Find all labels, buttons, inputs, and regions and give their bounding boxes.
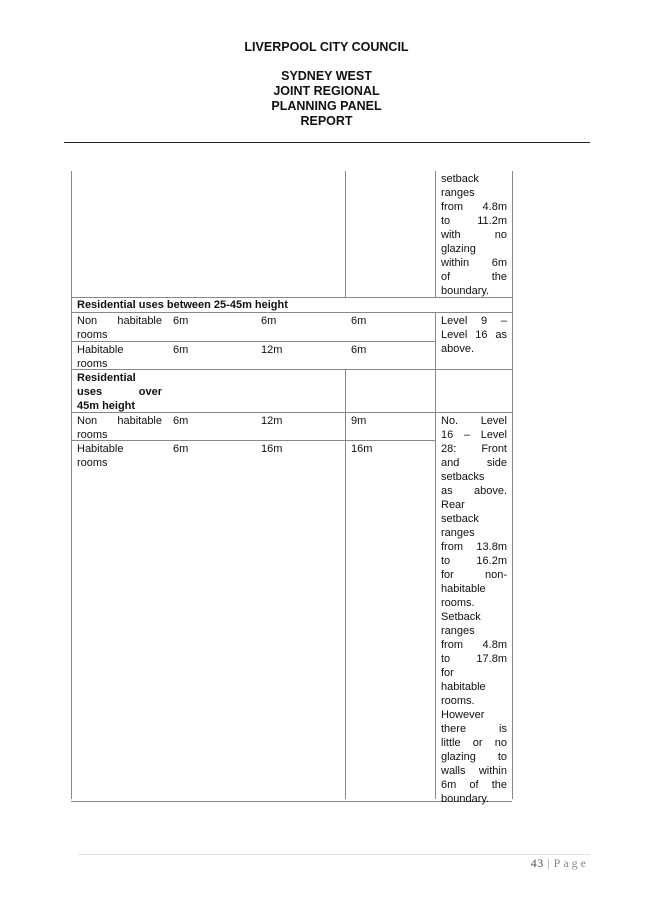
value-cell: 6m: [173, 415, 189, 427]
comment-line: habitable: [441, 583, 486, 595]
comment-line: Rear: [441, 499, 465, 511]
comment-line: rooms.: [441, 695, 475, 707]
comment-line: and side: [441, 457, 507, 469]
section-heading-line: uses over: [77, 386, 162, 398]
comment-cell: [435, 171, 512, 298]
comment-line: boundary.: [441, 285, 490, 297]
comment-line: setback: [441, 173, 479, 185]
panel-title: [0, 69, 653, 129]
section-heading-line: 45m height: [77, 400, 136, 412]
value-cell: 16m: [351, 443, 373, 455]
grid-line: [435, 312, 436, 369]
comment-line: from 4.8m: [441, 639, 507, 651]
value-cell: 6m: [261, 315, 277, 327]
grid-line: [435, 369, 436, 799]
table-row-group: [71, 312, 512, 369]
grid-line: [71, 171, 72, 799]
comment-line: to 16.2m: [441, 555, 507, 567]
panel-title-line: REPORT: [300, 114, 353, 128]
comment-line: glazing to: [441, 751, 507, 763]
grid-line: [345, 369, 346, 412]
page-footer: [531, 856, 589, 871]
footer-divider: [78, 854, 590, 855]
comment-line: However: [441, 709, 485, 721]
comment-line: glazing: [441, 243, 476, 255]
room-type-line: Non habitable: [77, 315, 162, 327]
comment-cell: [435, 313, 512, 356]
comment-line: from 13.8m: [441, 541, 507, 553]
value-cell: 6m: [351, 344, 367, 356]
comment-line: setback: [441, 513, 479, 525]
comment-line: 6m of the: [441, 779, 507, 791]
section-heading: [71, 370, 167, 413]
value-cell: 6m: [351, 315, 367, 327]
value-cell: 12m: [261, 344, 283, 356]
comment-line: boundary.: [441, 793, 490, 805]
comment-line: above.: [441, 343, 475, 355]
comment-line: Level 16 as: [441, 329, 507, 341]
comment-cell: [435, 413, 512, 806]
comment-line: within 6m: [441, 257, 507, 269]
value-cell: 6m: [173, 344, 189, 356]
comment-line: walls within: [441, 765, 507, 777]
panel-title-line: SYDNEY WEST: [281, 69, 372, 83]
panel-title-line: PLANNING PANEL: [271, 99, 382, 113]
section-row: [71, 297, 512, 312]
grid-line: [345, 171, 346, 297]
comment-line: 28: Front: [441, 443, 507, 455]
comment-line: habitable: [441, 681, 486, 693]
setback-table: [71, 171, 512, 805]
room-type-line: Non habitable: [77, 415, 162, 427]
value-cell: 6m: [173, 315, 189, 327]
room-type-line: rooms: [77, 429, 108, 441]
grid-line: [512, 171, 513, 799]
comment-line: for: [441, 667, 454, 679]
value-cell: 12m: [261, 415, 283, 427]
section-row: [71, 369, 512, 412]
section-heading-line: Residential: [77, 372, 136, 384]
value-cell: 9m: [351, 415, 367, 427]
room-type-line: rooms: [77, 358, 108, 370]
comment-line: to 17.8m: [441, 653, 507, 665]
comment-line: 16 – Level: [441, 429, 507, 441]
council-title: LIVERPOOL CITY COUNCIL: [244, 40, 409, 54]
room-type-cell: [71, 413, 167, 442]
section-heading: Residential uses between 25-45m height: [77, 299, 288, 311]
panel-title-line: JOINT REGIONAL: [273, 84, 380, 98]
room-type-cell: [71, 313, 167, 342]
comment-line: to 11.2m: [441, 215, 507, 227]
comment-line: ranges: [441, 625, 475, 637]
comment-line: Level 9 –: [441, 315, 507, 327]
room-type-cell: [71, 342, 167, 371]
comment-line: with no: [441, 229, 507, 241]
comment-line: Setback: [441, 611, 481, 623]
room-type-line: Habitable: [77, 443, 124, 455]
room-type-cell: [71, 441, 167, 470]
comment-line: from 4.8m: [441, 201, 507, 213]
comment-line: there is: [441, 723, 507, 735]
room-type-line: Habitable: [77, 344, 124, 356]
table-row-group: [71, 412, 512, 805]
room-type-line: rooms: [77, 457, 108, 469]
value-cell: 6m: [173, 443, 189, 455]
comment-line: ranges: [441, 187, 475, 199]
comment-line: for non-: [441, 569, 507, 581]
grid-line: [435, 171, 436, 297]
comment-line: rooms.: [441, 597, 475, 609]
comment-line: ranges: [441, 527, 475, 539]
room-type-line: rooms: [77, 329, 108, 341]
comment-line: setbacks: [441, 471, 485, 483]
comment-line: No. Level: [441, 415, 507, 427]
comment-line: little or no: [441, 737, 507, 749]
footer-separator: |: [547, 856, 551, 870]
page-label: Page: [553, 856, 589, 870]
page-number: 43: [530, 856, 544, 870]
grid-line: [345, 412, 346, 799]
table-row: [71, 171, 512, 297]
header-divider: [64, 142, 590, 143]
value-cell: 16m: [261, 443, 283, 455]
comment-line: of the: [441, 271, 507, 283]
comment-line: as above.: [441, 485, 507, 497]
